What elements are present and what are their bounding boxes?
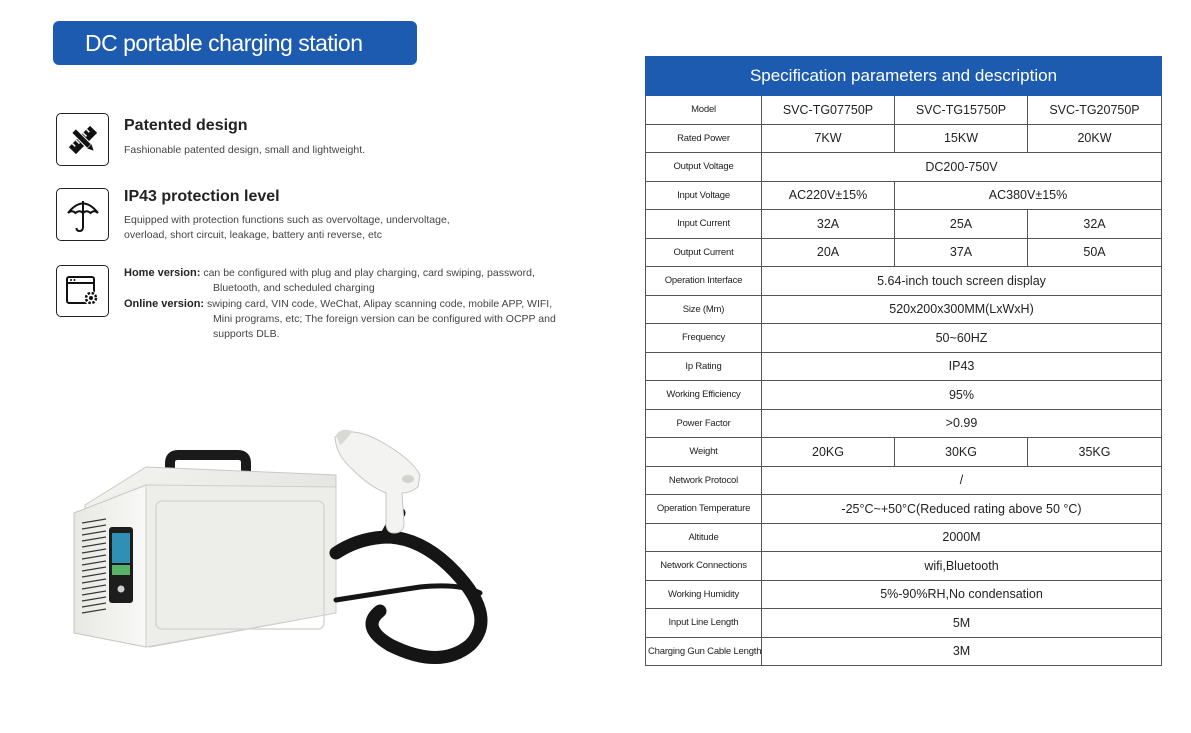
- table-row: [646, 523, 1162, 552]
- table-row: [646, 238, 1162, 267]
- spec-value: /: [762, 466, 1162, 495]
- spec-label: Network Connections: [646, 552, 762, 581]
- spec-label: Input Voltage: [646, 181, 762, 210]
- table-row: [646, 124, 1162, 153]
- page-title: DC portable charging station: [53, 21, 417, 65]
- spec-value: 30KG: [895, 438, 1028, 467]
- spec-label: Charging Gun Cable Length: [646, 637, 762, 666]
- spec-value: SVC-TG20750P: [1028, 96, 1162, 125]
- table-row: [646, 580, 1162, 609]
- spec-value: 50~60HZ: [762, 324, 1162, 353]
- spec-table-heading: Specification parameters and description: [646, 57, 1162, 96]
- table-row: [646, 295, 1162, 324]
- spec-value: wifi,Bluetooth: [762, 552, 1162, 581]
- feature-desc: [124, 213, 450, 243]
- online-version-row: [124, 297, 552, 312]
- browser-settings-icon: [56, 265, 109, 317]
- home-version-label: Home version:: [124, 267, 201, 279]
- table-row: [646, 409, 1162, 438]
- spec-label: Power Factor: [646, 409, 762, 438]
- feature-desc: Fashionable patented design, small and lightweight.: [124, 144, 366, 156]
- spec-value: 95%: [762, 381, 1162, 410]
- spec-label: Input Line Length: [646, 609, 762, 638]
- spec-value: 20KW: [1028, 124, 1162, 153]
- spec-value: 35KG: [1028, 438, 1162, 467]
- spec-label: Working Humidity: [646, 580, 762, 609]
- spec-label: Input Current: [646, 210, 762, 239]
- spec-value: AC380V±15%: [895, 181, 1162, 210]
- table-row: [646, 181, 1162, 210]
- spec-value: SVC-TG15750P: [895, 96, 1028, 125]
- spec-value: 20A: [762, 238, 895, 267]
- spec-table: [645, 56, 1162, 666]
- table-row: [646, 324, 1162, 353]
- spec-value: 37A: [895, 238, 1028, 267]
- spec-label: Size (Mm): [646, 295, 762, 324]
- spec-label: Weight: [646, 438, 762, 467]
- table-row: [646, 609, 1162, 638]
- table-row: [646, 438, 1162, 467]
- spec-label: Output Voltage: [646, 153, 762, 182]
- ruler-pencil-icon: [56, 113, 109, 166]
- spec-value: 2000M: [762, 523, 1162, 552]
- table-row: [646, 495, 1162, 524]
- spec-value: -25°C~+50°C(Reduced rating above 50 °C): [762, 495, 1162, 524]
- table-row: [646, 96, 1162, 125]
- feature-desc-line: overload, short circuit, leakage, battery anti reverse, etc: [124, 229, 382, 241]
- spec-value: 5M: [762, 609, 1162, 638]
- spec-value: 50A: [1028, 238, 1162, 267]
- charging-station-image: [60, 415, 580, 665]
- spec-label: Ip Rating: [646, 352, 762, 381]
- online-version-text: swiping card, VIN code, WeChat, Alipay scanning code, mobile APP, WIFI,: [207, 298, 553, 310]
- spec-value: 15KW: [895, 124, 1028, 153]
- spec-label: Operation Temperature: [646, 495, 762, 524]
- table-row: [646, 153, 1162, 182]
- spec-value: >0.99: [762, 409, 1162, 438]
- home-version-text-cont: Bluetooth, and scheduled charging: [213, 282, 375, 294]
- table-row: [646, 267, 1162, 296]
- spec-value: AC220V±15%: [762, 181, 895, 210]
- spec-value: 32A: [1028, 210, 1162, 239]
- spec-label: Working Efficiency: [646, 381, 762, 410]
- online-version-label: Online version:: [124, 298, 205, 310]
- spec-label: Operation Interface: [646, 267, 762, 296]
- spec-value: 20KG: [762, 438, 895, 467]
- spec-value: 5%-90%RH,No condensation: [762, 580, 1162, 609]
- spec-value: 520x200x300MM(LxWxH): [762, 295, 1162, 324]
- spec-label: Output Current: [646, 238, 762, 267]
- spec-label: Rated Power: [646, 124, 762, 153]
- spec-label: Model: [646, 96, 762, 125]
- table-row: [646, 466, 1162, 495]
- spec-value: DC200-750V: [762, 153, 1162, 182]
- spec-label: Network Protocol: [646, 466, 762, 495]
- spec-value: 7KW: [762, 124, 895, 153]
- table-row: [646, 637, 1162, 666]
- spec-value: 5.64-inch touch screen display: [762, 267, 1162, 296]
- spec-value: 25A: [895, 210, 1028, 239]
- umbrella-icon: [56, 188, 109, 241]
- online-version-text-cont: Mini programs, etc; The foreign version can be configured with OCPP and: [213, 313, 556, 325]
- table-row: [646, 552, 1162, 581]
- home-version-row: [124, 266, 535, 281]
- spec-label: Altitude: [646, 523, 762, 552]
- spec-value: IP43: [762, 352, 1162, 381]
- table-row: [646, 210, 1162, 239]
- table-row: [646, 352, 1162, 381]
- online-version-text-cont: supports DLB.: [213, 328, 280, 340]
- table-row: [646, 381, 1162, 410]
- spec-value: SVC-TG07750P: [762, 96, 895, 125]
- spec-label: Frequency: [646, 324, 762, 353]
- home-version-text: can be configured with plug and play charging, card swiping, password,: [203, 267, 535, 279]
- feature-title: Patented design: [124, 117, 248, 134]
- feature-title: IP43 protection level: [124, 188, 280, 205]
- spec-value: 3M: [762, 637, 1162, 666]
- feature-desc-line: Equipped with protection functions such as overvoltage, undervoltage,: [124, 214, 450, 226]
- spec-value: 32A: [762, 210, 895, 239]
- spec-table-body: [646, 96, 1162, 666]
